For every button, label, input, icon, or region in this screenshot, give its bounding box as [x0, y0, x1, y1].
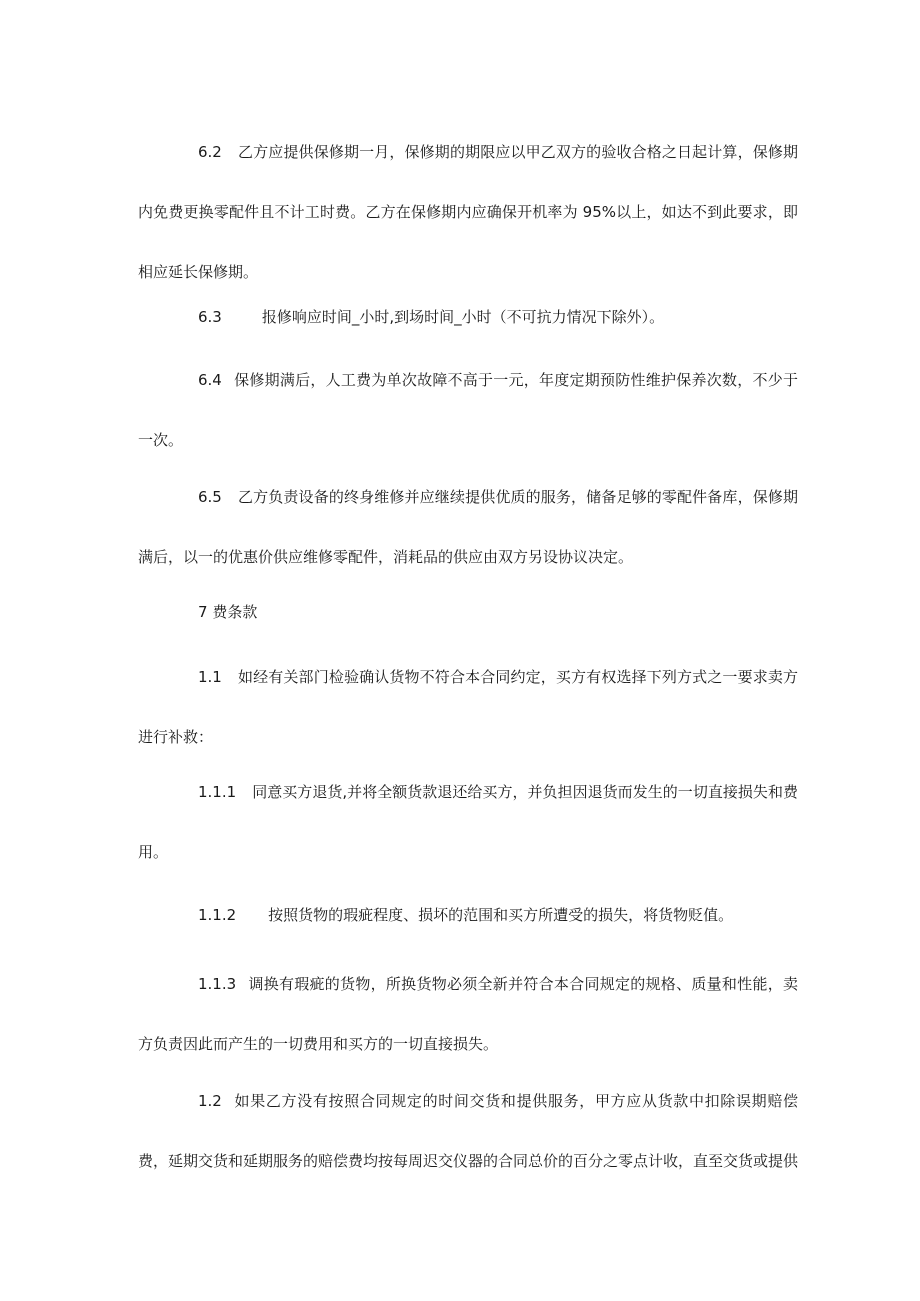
paragraph-1-2	[138, 1071, 798, 1191]
section-heading-7	[138, 582, 798, 642]
clause-text: 同意买方退货,并将全额货款退还给买方，并负担因退货而发生的一切直接损失和费用。	[138, 783, 798, 861]
clause-text: 如果乙方没有按照合同规定的时间交货和提供服务，甲方应从货款中扣除误期赔偿费，延期交货和延期服务的赔偿费均按每周迟交仪器的合同总价的百分之零点计收，直至交货或提供	[138, 1092, 799, 1170]
clause-number: 6.5	[198, 488, 222, 506]
clause-text: 调换有瑕疵的货物，所换货物必须全新并符合本合同规定的规格、质量和性能，卖方负责因此而产生的一切费用和买方的一切直接损失。	[138, 975, 798, 1053]
clause-number: 6.2	[198, 143, 222, 161]
paragraph-6-5	[138, 467, 798, 587]
paragraph-1-1-2	[138, 885, 798, 945]
section-number: 7	[198, 603, 208, 621]
clause-number: 1.1.2	[198, 906, 237, 924]
clause-number: 1.2	[198, 1092, 222, 1110]
clause-number: 1.1.3	[198, 975, 237, 993]
clause-text: 乙方负责设备的终身维修并应继续提供优质的服务，储备足够的零配件备库，保修期满后，以一的优惠价供应维修零配件，消耗品的供应由双方另设协议决定。	[138, 488, 798, 566]
clause-text: 按照货物的瑕疵程度、损坏的范围和买方所遭受的损失，将货物贬值。	[268, 906, 734, 924]
paragraph-1-1-1	[138, 762, 798, 882]
clause-text: 乙方应提供保修期一月，保修期的期限应以甲乙双方的验收合格之日起计算，保修期内免费更换零配件且不计工时费。乙方在保修期内应确保开机率为 95%以上，如达不到此要求，即相应延长保修期。	[138, 143, 798, 281]
paragraph-1-1	[138, 647, 798, 767]
clause-text: 报修响应时间_小时,到场时间_小时（不可抗力情况下除外）。	[261, 308, 665, 326]
clause-number: 6.3	[198, 308, 222, 326]
clause-text: 如经有关部门检验确认货物不符合本合同约定，买方有权选择下列方式之一要求卖方进行补救：	[138, 668, 798, 746]
paragraph-6-2	[138, 122, 798, 302]
section-title: 费条款	[212, 603, 258, 621]
clause-number: 1.1.1	[198, 783, 237, 801]
clause-number: 1.1	[198, 668, 222, 686]
clause-text: 保修期满后，人工费为单次故障不高于一元，年度定期预防性维护保养次数，不少于一次。	[138, 371, 798, 449]
paragraph-6-3	[138, 287, 798, 347]
clause-number: 6.4	[198, 371, 222, 389]
paragraph-6-4	[138, 350, 798, 470]
paragraph-1-1-3	[138, 954, 798, 1074]
